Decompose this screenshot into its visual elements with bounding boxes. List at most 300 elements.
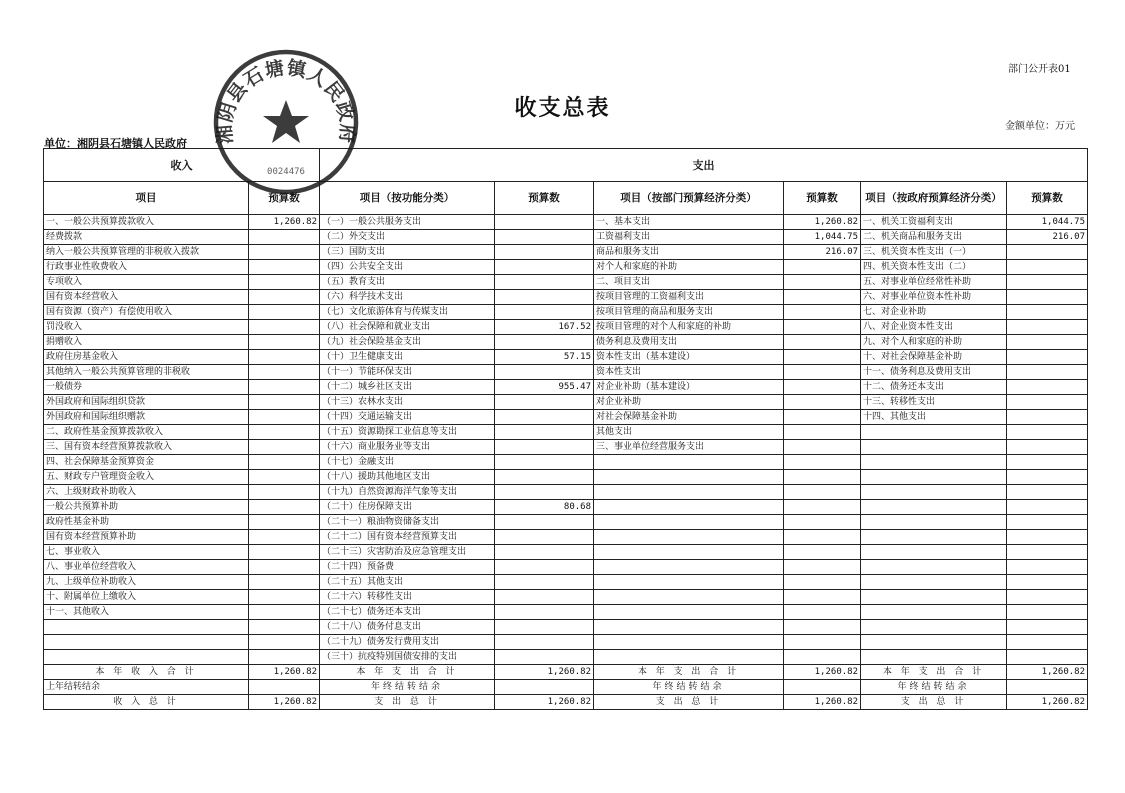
dept-econ-budget: 1,260.82 — [784, 695, 861, 710]
dept-econ-item: 其他支出 — [594, 425, 784, 440]
gov-econ-item: 四、机关资本性支出（二） — [861, 260, 1007, 275]
income-item: 国有资本经营预算补助 — [44, 530, 249, 545]
income-budget — [249, 455, 320, 470]
dept-econ-item: 商品和服务支出 — [594, 245, 784, 260]
gov-econ-budget: 1,260.82 — [1007, 695, 1088, 710]
dept-econ-item — [594, 500, 784, 515]
dept-econ-item: 一、基本支出 — [594, 215, 784, 230]
function-budget — [495, 635, 594, 650]
function-budget — [495, 410, 594, 425]
dept-econ-item — [594, 620, 784, 635]
col-header-budget: 预算数 — [1007, 182, 1088, 215]
gov-econ-item — [861, 425, 1007, 440]
function-budget — [495, 650, 594, 665]
dept-econ-item: 资本性支出 — [594, 365, 784, 380]
budget-summary-table — [43, 148, 1088, 710]
gov-econ-item: 支 出 总 计 — [861, 695, 1007, 710]
dept-econ-budget — [784, 320, 861, 335]
function-item: 支 出 总 计 — [320, 695, 495, 710]
function-budget: 167.52 — [495, 320, 594, 335]
function-item: （七）文化旅游体育与传媒支出 — [320, 305, 495, 320]
income-budget — [249, 485, 320, 500]
gov-econ-budget — [1007, 245, 1088, 260]
income-item: 经费拨款 — [44, 230, 249, 245]
table-row — [44, 500, 1088, 515]
function-item: （二十三）灾害防治及应急管理支出 — [320, 545, 495, 560]
income-item: 国有资源（资产）有偿使用收入 — [44, 305, 249, 320]
function-budget — [495, 335, 594, 350]
gov-econ-item — [861, 635, 1007, 650]
income-item: 外国政府和国际组织赠款 — [44, 410, 249, 425]
function-budget — [495, 305, 594, 320]
function-budget — [495, 245, 594, 260]
function-budget — [495, 590, 594, 605]
dept-econ-budget — [784, 275, 861, 290]
gov-econ-item — [861, 590, 1007, 605]
income-budget: 1,260.82 — [249, 665, 320, 680]
dept-econ-budget — [784, 590, 861, 605]
function-budget: 80.68 — [495, 500, 594, 515]
table-row — [44, 650, 1088, 665]
gov-econ-item — [861, 620, 1007, 635]
dept-econ-item: 年终结转结余 — [594, 680, 784, 695]
income-item: 本 年 收 入 合 计 — [44, 665, 249, 680]
income-item: 其他纳入一般公共预算管理的非税收 — [44, 365, 249, 380]
gov-econ-budget — [1007, 365, 1088, 380]
gov-econ-item — [861, 560, 1007, 575]
income-budget — [249, 470, 320, 485]
function-budget — [495, 530, 594, 545]
income-budget — [249, 635, 320, 650]
gov-econ-budget — [1007, 395, 1088, 410]
table-row — [44, 485, 1088, 500]
function-item: （十）卫生健康支出 — [320, 350, 495, 365]
dept-econ-item: 按项目管理的工资福利支出 — [594, 290, 784, 305]
gov-econ-item — [861, 470, 1007, 485]
gov-econ-budget — [1007, 650, 1088, 665]
dept-econ-item: 二、项目支出 — [594, 275, 784, 290]
gov-econ-item: 八、对企业资本性支出 — [861, 320, 1007, 335]
income-budget: 1,260.82 — [249, 695, 320, 710]
income-budget: 1,260.82 — [249, 215, 320, 230]
gov-econ-item: 六、对事业单位资本性补助 — [861, 290, 1007, 305]
dept-econ-item: 对个人和家庭的补助 — [594, 260, 784, 275]
function-item: （三十）抗疫特别国债安排的支出 — [320, 650, 495, 665]
income-budget — [249, 575, 320, 590]
table-row — [44, 245, 1088, 260]
gov-econ-budget — [1007, 575, 1088, 590]
table-row — [44, 290, 1088, 305]
dept-econ-budget — [784, 365, 861, 380]
gov-econ-budget — [1007, 530, 1088, 545]
table-row — [44, 455, 1088, 470]
function-item: （二十四）预备费 — [320, 560, 495, 575]
col-header-budget: 预算数 — [249, 182, 320, 215]
dept-econ-item: 债务利息及费用支出 — [594, 335, 784, 350]
function-budget — [495, 365, 594, 380]
dept-econ-budget — [784, 560, 861, 575]
currency-unit: 金额单位：万元 — [1005, 121, 1075, 132]
gov-econ-budget — [1007, 620, 1088, 635]
gov-econ-budget: 216.07 — [1007, 230, 1088, 245]
gov-econ-item: 本 年 支 出 合 计 — [861, 665, 1007, 680]
official-seal-icon — [212, 48, 360, 196]
gov-econ-budget — [1007, 470, 1088, 485]
gov-econ-budget — [1007, 260, 1088, 275]
income-budget — [249, 305, 320, 320]
function-item: （二十七）债务还本支出 — [320, 605, 495, 620]
gov-econ-item: 一、机关工资福利支出 — [861, 215, 1007, 230]
function-item: （二十一）粮油物资储备支出 — [320, 515, 495, 530]
function-item: 年终结转结余 — [320, 680, 495, 695]
dept-econ-item: 本 年 支 出 合 计 — [594, 665, 784, 680]
function-item: （十三）农林水支出 — [320, 395, 495, 410]
dept-econ-item — [594, 590, 784, 605]
function-item: （十七）金融支出 — [320, 455, 495, 470]
table-row — [44, 320, 1088, 335]
income-item: 政府性基金补助 — [44, 515, 249, 530]
table-row — [44, 410, 1088, 425]
dept-econ-item — [594, 560, 784, 575]
table-row — [44, 275, 1088, 290]
gov-econ-budget — [1007, 290, 1088, 305]
col-header-dept-economic: 项目（按部门预算经济分类） — [594, 182, 784, 215]
gov-econ-budget: 1,260.82 — [1007, 665, 1088, 680]
function-budget — [495, 275, 594, 290]
total-row — [44, 665, 1088, 680]
dept-econ-budget — [784, 515, 861, 530]
function-item: （二十五）其他支出 — [320, 575, 495, 590]
gov-econ-item: 三、机关资本性支出（一） — [861, 245, 1007, 260]
gov-econ-budget — [1007, 305, 1088, 320]
gov-econ-item — [861, 605, 1007, 620]
dept-econ-budget — [784, 380, 861, 395]
dept-econ-budget — [784, 545, 861, 560]
income-item: 行政事业性收费收入 — [44, 260, 249, 275]
function-item: （八）社会保障和就业支出 — [320, 320, 495, 335]
income-budget — [249, 350, 320, 365]
income-budget — [249, 245, 320, 260]
function-item: （二十）住房保障支出 — [320, 500, 495, 515]
col-header-item: 项目 — [44, 182, 249, 215]
dept-econ-budget — [784, 485, 861, 500]
function-item: （一）一般公共服务支出 — [320, 215, 495, 230]
dept-econ-budget — [784, 470, 861, 485]
dept-econ-budget — [784, 680, 861, 695]
income-item: 五、财政专户管理资金收入 — [44, 470, 249, 485]
income-budget — [249, 335, 320, 350]
gov-econ-item: 二、机关商品和服务支出 — [861, 230, 1007, 245]
dept-econ-item: 按项目管理的对个人和家庭的补助 — [594, 320, 784, 335]
gov-econ-budget — [1007, 425, 1088, 440]
dept-econ-item: 对企业补助（基本建设） — [594, 380, 784, 395]
dept-econ-budget: 1,260.82 — [784, 215, 861, 230]
income-budget — [249, 545, 320, 560]
gov-econ-item: 十三、转移性支出 — [861, 395, 1007, 410]
gov-econ-item — [861, 530, 1007, 545]
dept-econ-budget — [784, 620, 861, 635]
function-item: （二十二）国有资本经营预算支出 — [320, 530, 495, 545]
dept-econ-budget — [784, 260, 861, 275]
dept-econ-budget — [784, 530, 861, 545]
income-budget — [249, 500, 320, 515]
gov-econ-item: 十四、其他支出 — [861, 410, 1007, 425]
income-item: 收 入 总 计 — [44, 695, 249, 710]
function-item: （十五）资源勘探工业信息等支出 — [320, 425, 495, 440]
function-budget — [495, 260, 594, 275]
gov-econ-budget — [1007, 605, 1088, 620]
total-row — [44, 680, 1088, 695]
function-item: （二十六）转移性支出 — [320, 590, 495, 605]
gov-econ-budget — [1007, 335, 1088, 350]
income-budget — [249, 410, 320, 425]
gov-econ-item: 十二、债务还本支出 — [861, 380, 1007, 395]
dept-econ-item — [594, 530, 784, 545]
function-budget — [495, 575, 594, 590]
gov-econ-item — [861, 515, 1007, 530]
col-header-budget: 预算数 — [495, 182, 594, 215]
table-row — [44, 425, 1088, 440]
income-group-header: 收入 — [44, 149, 320, 182]
function-item: （十九）自然资源海洋气象等支出 — [320, 485, 495, 500]
table-row — [44, 635, 1088, 650]
dept-econ-budget — [784, 350, 861, 365]
dept-econ-item — [594, 635, 784, 650]
income-budget — [249, 320, 320, 335]
gov-econ-budget — [1007, 440, 1088, 455]
income-budget — [249, 530, 320, 545]
dept-econ-budget: 1,044.75 — [784, 230, 861, 245]
income-item: 外国政府和国际组织贷款 — [44, 395, 249, 410]
dept-econ-item: 按项目管理的商品和服务支出 — [594, 305, 784, 320]
income-item: 政府住房基金收入 — [44, 350, 249, 365]
gov-econ-item: 十一、债务利息及费用支出 — [861, 365, 1007, 380]
income-budget — [249, 260, 320, 275]
income-item: 捐赠收入 — [44, 335, 249, 350]
income-item: 八、事业单位经营收入 — [44, 560, 249, 575]
dept-econ-item — [594, 470, 784, 485]
dept-econ-budget — [784, 395, 861, 410]
function-budget — [495, 215, 594, 230]
gov-econ-budget — [1007, 560, 1088, 575]
function-budget — [495, 470, 594, 485]
dept-econ-budget — [784, 500, 861, 515]
gov-econ-item — [861, 500, 1007, 515]
gov-econ-item: 五、对事业单位经常性补助 — [861, 275, 1007, 290]
function-budget — [495, 425, 594, 440]
income-item: 一般债券 — [44, 380, 249, 395]
table-row — [44, 305, 1088, 320]
dept-econ-item: 三、事业单位经营服务支出 — [594, 440, 784, 455]
function-budget: 1,260.82 — [495, 695, 594, 710]
dept-econ-item — [594, 515, 784, 530]
income-budget — [249, 365, 320, 380]
income-item — [44, 635, 249, 650]
dept-econ-budget: 216.07 — [784, 245, 861, 260]
income-item: 三、国有资本经营预算拨款收入 — [44, 440, 249, 455]
income-item: 十、附属单位上缴收入 — [44, 590, 249, 605]
gov-econ-item — [861, 575, 1007, 590]
income-budget — [249, 650, 320, 665]
dept-econ-budget — [784, 575, 861, 590]
function-budget — [495, 230, 594, 245]
dept-econ-item: 支 出 总 计 — [594, 695, 784, 710]
function-item: （二十八）债务付息支出 — [320, 620, 495, 635]
income-budget — [249, 290, 320, 305]
function-budget — [495, 515, 594, 530]
table-row — [44, 230, 1088, 245]
dept-econ-budget — [784, 650, 861, 665]
gov-econ-budget — [1007, 680, 1088, 695]
table-row — [44, 605, 1088, 620]
income-budget — [249, 620, 320, 635]
gov-econ-budget — [1007, 380, 1088, 395]
col-header-functional: 项目（按功能分类） — [320, 182, 495, 215]
dept-econ-item — [594, 545, 784, 560]
gov-econ-budget — [1007, 545, 1088, 560]
income-item — [44, 620, 249, 635]
gov-econ-item — [861, 485, 1007, 500]
income-item: 罚没收入 — [44, 320, 249, 335]
dept-econ-budget — [784, 635, 861, 650]
dept-econ-budget — [784, 440, 861, 455]
dept-econ-budget: 1,260.82 — [784, 665, 861, 680]
function-budget — [495, 440, 594, 455]
table-row — [44, 215, 1088, 230]
function-budget: 955.47 — [495, 380, 594, 395]
dept-econ-budget — [784, 290, 861, 305]
gov-econ-budget — [1007, 410, 1088, 425]
function-budget — [495, 290, 594, 305]
income-budget — [249, 515, 320, 530]
income-item: 四、社会保障基金预算资金 — [44, 455, 249, 470]
table-row — [44, 260, 1088, 275]
dept-econ-item — [594, 455, 784, 470]
dept-econ-item: 对企业补助 — [594, 395, 784, 410]
income-item: 七、事业收入 — [44, 545, 249, 560]
function-item: （五）教育支出 — [320, 275, 495, 290]
income-item: 上年结转结余 — [44, 680, 249, 695]
function-item: （二）外交支出 — [320, 230, 495, 245]
table-row — [44, 395, 1088, 410]
function-budget: 57.15 — [495, 350, 594, 365]
income-budget — [249, 275, 320, 290]
income-item: 专项收入 — [44, 275, 249, 290]
function-item: （六）科学技术支出 — [320, 290, 495, 305]
income-budget — [249, 425, 320, 440]
gov-econ-item: 年终结转结余 — [861, 680, 1007, 695]
gov-econ-budget — [1007, 320, 1088, 335]
income-budget — [249, 605, 320, 620]
dept-econ-item — [594, 485, 784, 500]
income-item: 一、一般公共预算拨款收入 — [44, 215, 249, 230]
function-budget — [495, 620, 594, 635]
income-budget — [249, 680, 320, 695]
income-budget — [249, 560, 320, 575]
table-row — [44, 545, 1088, 560]
function-budget — [495, 605, 594, 620]
function-item: （十八）援助其他地区支出 — [320, 470, 495, 485]
income-item: 二、政府性基金预算拨款收入 — [44, 425, 249, 440]
table-row — [44, 380, 1088, 395]
function-budget — [495, 485, 594, 500]
income-item: 六、上级财政补助收入 — [44, 485, 249, 500]
gov-econ-budget — [1007, 635, 1088, 650]
col-header-budget: 预算数 — [784, 182, 861, 215]
function-budget: 1,260.82 — [495, 665, 594, 680]
dept-econ-budget — [784, 305, 861, 320]
gov-econ-item — [861, 650, 1007, 665]
page-title: 收支总表 — [514, 95, 611, 121]
gov-econ-item — [861, 455, 1007, 470]
seal-number: 0024476 — [267, 167, 305, 177]
function-item: （九）社会保险基金支出 — [320, 335, 495, 350]
function-budget — [495, 680, 594, 695]
dept-econ-item — [594, 650, 784, 665]
gov-econ-item: 九、对个人和家庭的补助 — [861, 335, 1007, 350]
income-budget — [249, 440, 320, 455]
dept-econ-budget — [784, 410, 861, 425]
expense-group-header: 支出 — [320, 149, 1088, 182]
org-unit: 单位：湘阴县石塘镇人民政府 — [44, 137, 187, 150]
table-row — [44, 575, 1088, 590]
function-item: （十二）城乡社区支出 — [320, 380, 495, 395]
gov-econ-item — [861, 440, 1007, 455]
income-item — [44, 650, 249, 665]
table-row — [44, 440, 1088, 455]
table-row — [44, 470, 1088, 485]
function-budget — [495, 455, 594, 470]
dept-econ-item — [594, 605, 784, 620]
form-code: 部门公开表01 — [1008, 64, 1071, 75]
function-item: （三）国防支出 — [320, 245, 495, 260]
function-item: （十六）商业服务业等支出 — [320, 440, 495, 455]
gov-econ-budget: 1,044.75 — [1007, 215, 1088, 230]
gov-econ-budget — [1007, 515, 1088, 530]
function-item: 本 年 支 出 合 计 — [320, 665, 495, 680]
function-item: （十四）交通运输支出 — [320, 410, 495, 425]
table-row — [44, 560, 1088, 575]
dept-econ-budget — [784, 455, 861, 470]
income-budget — [249, 230, 320, 245]
function-budget — [495, 545, 594, 560]
dept-econ-item: 资本性支出（基本建设） — [594, 350, 784, 365]
table-row — [44, 335, 1088, 350]
gov-econ-item: 十、对社会保障基金补助 — [861, 350, 1007, 365]
table-row — [44, 515, 1088, 530]
gov-econ-budget — [1007, 350, 1088, 365]
gov-econ-item: 七、对企业补助 — [861, 305, 1007, 320]
total-row — [44, 695, 1088, 710]
dept-econ-budget — [784, 335, 861, 350]
dept-econ-item: 工资福利支出 — [594, 230, 784, 245]
function-budget — [495, 395, 594, 410]
dept-econ-item: 对社会保障基金补助 — [594, 410, 784, 425]
table-row — [44, 530, 1088, 545]
gov-econ-item — [861, 545, 1007, 560]
function-item: （二十九）债务发行费用支出 — [320, 635, 495, 650]
gov-econ-budget — [1007, 590, 1088, 605]
function-budget — [495, 560, 594, 575]
table-row — [44, 590, 1088, 605]
table-row — [44, 350, 1088, 365]
income-item: 九、上级单位补助收入 — [44, 575, 249, 590]
table-row — [44, 365, 1088, 380]
dept-econ-budget — [784, 425, 861, 440]
income-budget — [249, 395, 320, 410]
income-budget — [249, 590, 320, 605]
gov-econ-budget — [1007, 485, 1088, 500]
